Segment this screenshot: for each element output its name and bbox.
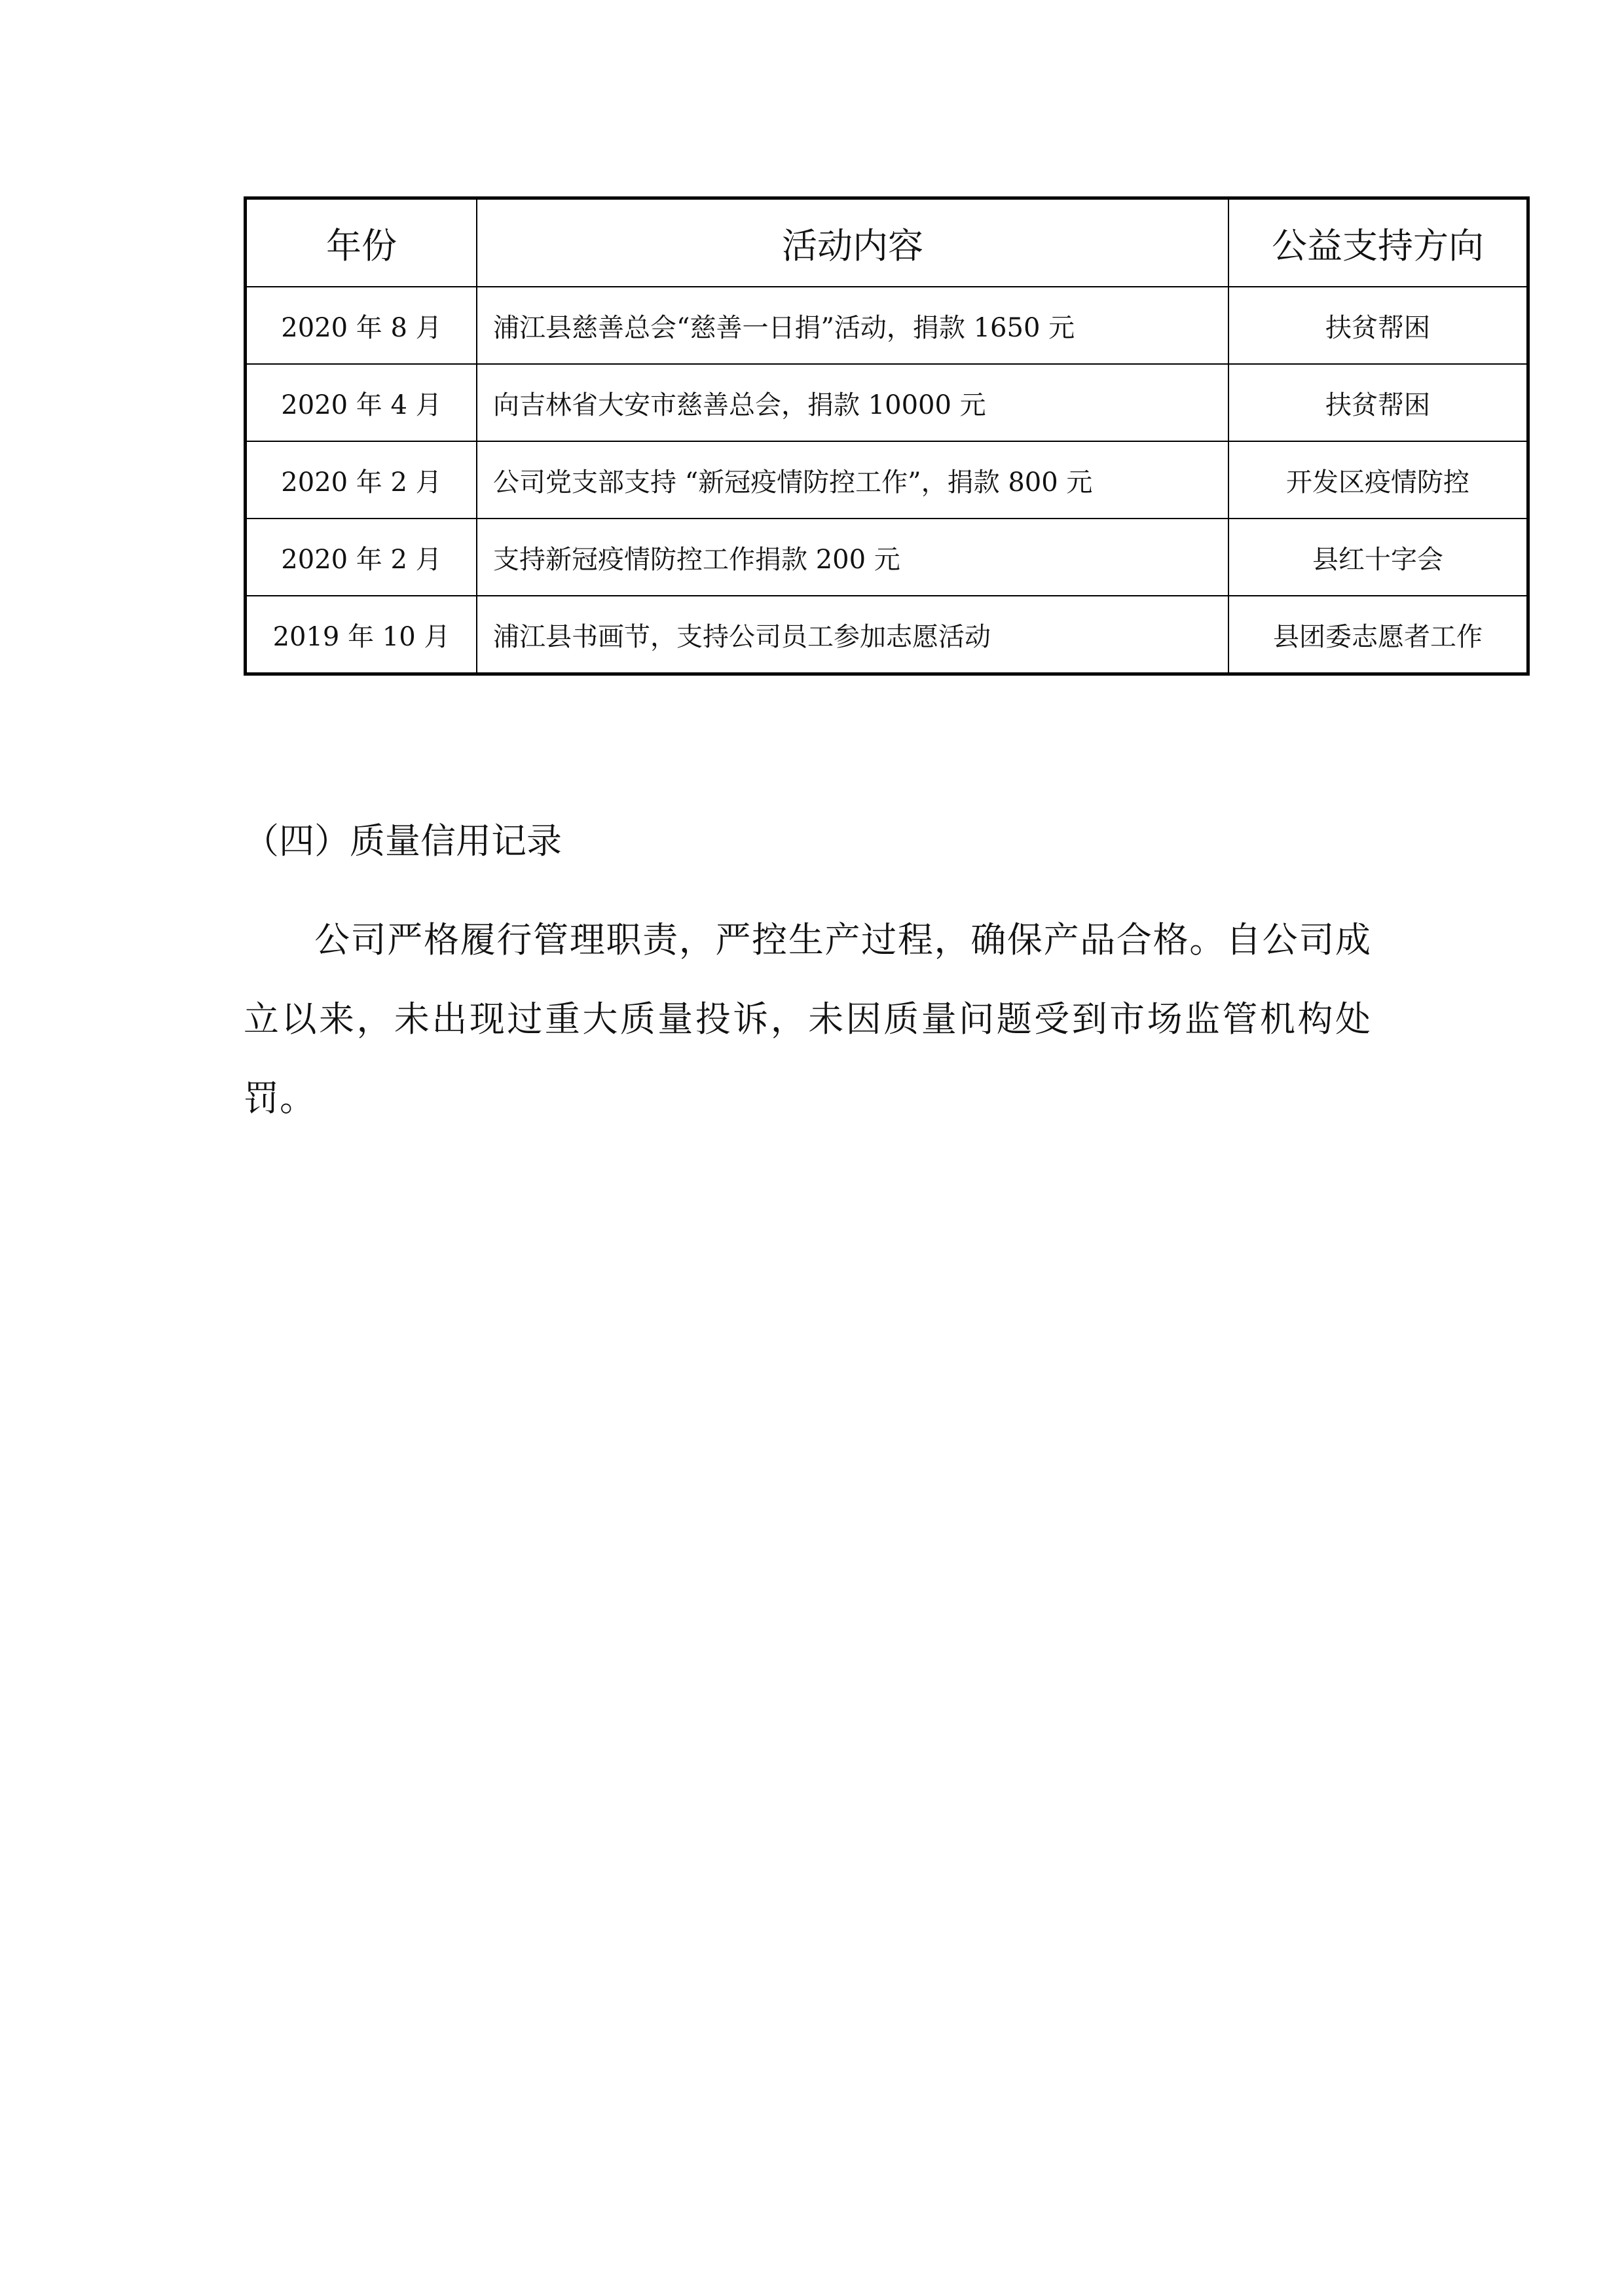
table-row	[246, 441, 1528, 519]
table-row	[246, 596, 1528, 674]
cell-direction: 县红十字会	[1228, 519, 1528, 596]
cell-activity: 公司党支部支持 “新冠疫情防控工作”，捐款 800 元	[477, 441, 1228, 519]
cell-activity: 浦江县慈善总会“慈善一日捐”活动，捐款 1650 元	[477, 287, 1228, 364]
table-row	[246, 519, 1528, 596]
cell-direction: 扶贫帮困	[1228, 287, 1528, 364]
cell-year: 2020 年 2 月	[246, 519, 477, 596]
cell-year: 2020 年 2 月	[246, 441, 477, 519]
header-year: 年份	[246, 198, 477, 287]
cell-activity: 向吉林省大安市慈善总会，捐款 10000 元	[477, 364, 1228, 441]
cell-direction: 扶贫帮困	[1228, 364, 1528, 441]
table-header-row	[246, 198, 1528, 287]
cell-activity: 浦江县书画节，支持公司员工参加志愿活动	[477, 596, 1228, 674]
cell-year: 2020 年 4 月	[246, 364, 477, 441]
cell-activity: 支持新冠疫情防控工作捐款 200 元	[477, 519, 1228, 596]
header-activity: 活动内容	[477, 198, 1228, 287]
cell-direction: 县团委志愿者工作	[1228, 596, 1528, 674]
cell-direction: 开发区疫情防控	[1228, 441, 1528, 519]
body-paragraph: 公司严格履行管理职责，严控生产过程，确保产品合格。自公司成立以来，未出现过重大质量投诉，未因质量问题受到市场监管机构处罚。	[244, 919, 1371, 1119]
donation-table	[244, 196, 1530, 676]
table-row	[246, 364, 1528, 441]
cell-year: 2019 年 10 月	[246, 596, 477, 674]
table-row	[246, 287, 1528, 364]
section-heading: （四）质量信用记录	[244, 820, 562, 862]
cell-year: 2020 年 8 月	[246, 287, 477, 364]
header-direction: 公益支持方向	[1228, 198, 1528, 287]
